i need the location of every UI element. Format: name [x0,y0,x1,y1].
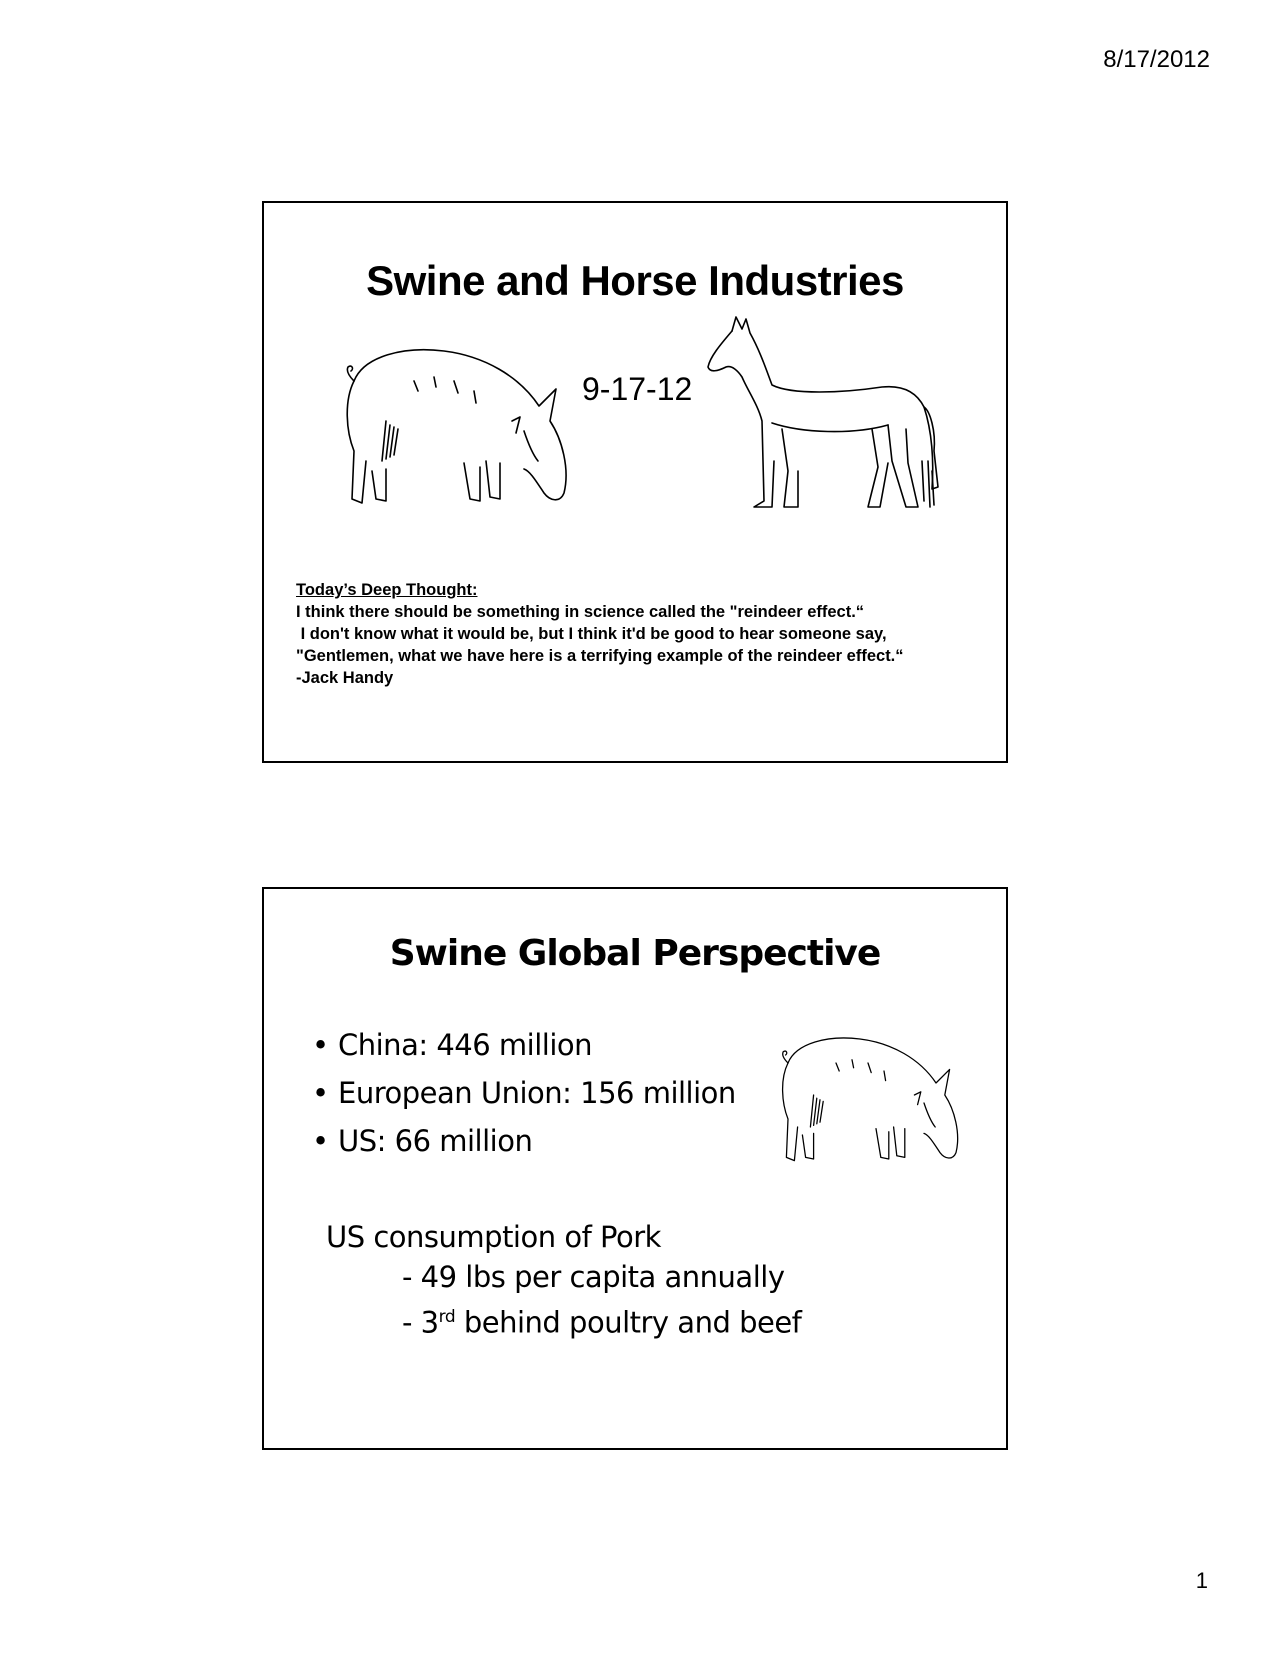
bullet-icon: • [312,1124,329,1158]
bullet-icon: • [312,1028,329,1062]
slide-2 [262,887,1008,1450]
header-date: 8/17/2012 [1103,46,1210,73]
slide-1 [262,201,1008,763]
horse-illustration-icon [702,311,952,531]
deep-thought-line: I think there should be something in science called the "reindeer effect.“ [296,603,865,621]
list-item: • China: 446 million [312,1021,736,1069]
population-list [312,1021,736,1165]
consumption-line: - 3rd behind poultry and beef [402,1305,802,1340]
deep-thought [296,579,986,689]
deep-thought-author: -Jack Handy [296,669,394,687]
deep-thought-line: I don't know what it would be, but I think it'd be good to hear someone say, [296,625,887,643]
pig-illustration-icon [324,321,574,521]
bullet-icon: • [312,1076,329,1110]
slide-1-title: Swine and Horse Industries [366,257,904,304]
consumption-line: - 49 lbs per capita annually [402,1260,785,1294]
slide-1-date: 9-17-12 [582,371,693,407]
page-number: 1 [1195,1568,1208,1593]
pig-illustration-icon [764,1015,964,1175]
deep-thought-label: Today’s Deep Thought: [296,581,478,599]
list-item: • US: 66 million [312,1117,736,1165]
consumption-block [326,1217,801,1343]
list-item: • European Union: 156 million [312,1069,736,1117]
slide-2-title: Swine Global Perspective [389,933,881,974]
consumption-heading: US consumption of Pork [326,1220,661,1254]
deep-thought-line: "Gentlemen, what we have here is a terrifying example of the reindeer effect.“ [296,647,904,665]
